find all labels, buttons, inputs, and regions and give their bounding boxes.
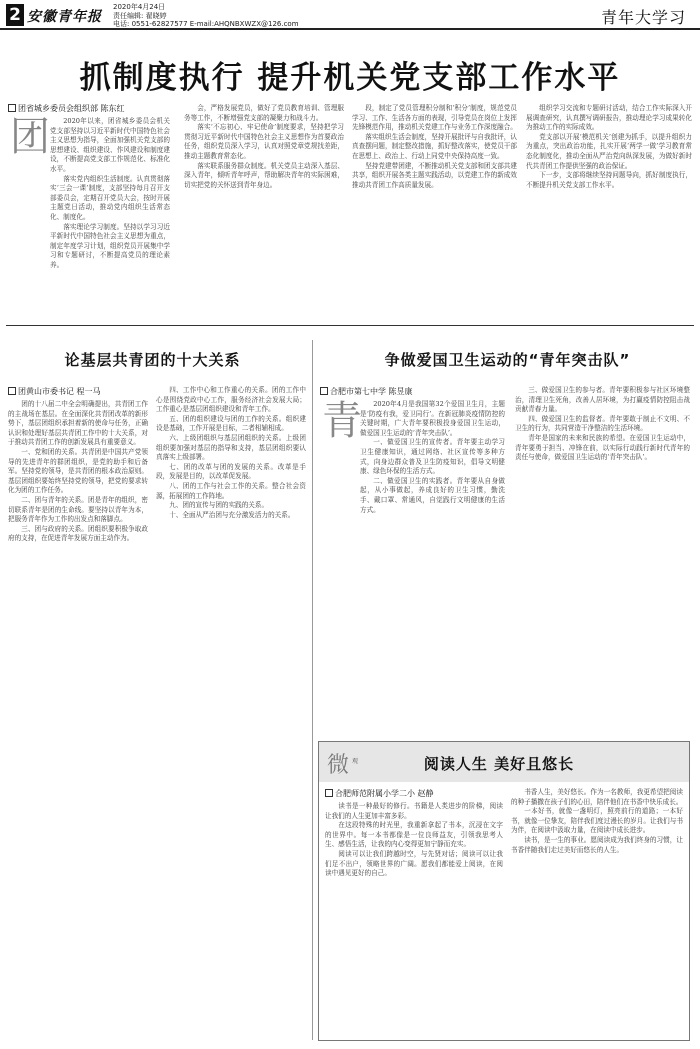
paragraph: 读书是一种最好的修行。书籍是人类进步的阶梯，阅读让我们的人生更加丰富多彩。 — [325, 802, 503, 820]
section-divider — [6, 325, 694, 326]
right-article-title: 争做爱国卫生运动的“青年突击队” — [384, 351, 631, 369]
paragraph: 落实党内组织生活制度。认真贯彻落实‘三会一课’制度，支部坚持每月召开支部委员会，定期召开党员大会，按时开展主题党日活动，推动党内组织生活常态化、制度化。 — [50, 174, 170, 221]
box-article-title: 阅读人生 美好且悠长 — [423, 755, 575, 773]
lead-column-4 — [526, 104, 692, 317]
paragraph: 四、做爱国卫生的监督者。青年要敢于制止不文明、不卫生的行为，共同营造干净整洁的生活环境。 — [515, 414, 690, 433]
paragraph: 三、团与政府的关系。团组织要积极争取政府的支持，在促进青年发展方面主动作为。 — [8, 524, 148, 543]
box-article-byline: 合肥师范附属小学二小 赵静 — [325, 788, 434, 799]
masthead-meta — [113, 3, 299, 29]
paragraph: 一、党和团的关系。共青团是中国共产党领导的先进青年的群团组织，是党的助手和后备军。坚持党的领导，是共青团的根本政治原则。基层团组织要始终坚持党的领导，把党的要求转化为团的工作任务。 — [8, 447, 148, 495]
left-article-title: 论基层共青团的十大关系 — [64, 351, 241, 369]
right-article-drop-character: 青 — [322, 398, 362, 444]
paragraph: 落实理论学习制度。坚持以学习习近平新时代中国特色社会主义思想为重点，制定年度学习计划，组织党员开展集中学习和专题研讨，不断提高党员的理论素养。 — [50, 222, 170, 269]
paragraph: 八、团的工作与社会工作的关系。整合社会资源，拓展团的工作阵地。 — [156, 481, 306, 500]
paragraph: 六、上级团组织与基层团组织的关系。上级团组织要加强对基层的指导和支持，基层团组织要认真落实上级部署。 — [156, 433, 306, 462]
right-article-column-1 — [360, 400, 505, 730]
masthead — [0, 0, 700, 30]
paper-name: 安徽青年报 — [27, 9, 102, 25]
paragraph: 坚持党建带团建，不断推动机关党支部和团支部共建共享，组织开展各类主题实践活动，以党建工作的新成效推动共青团工作高质量发展。 — [352, 161, 517, 189]
left-article-column-2 — [156, 386, 306, 1040]
reading-feature-box — [318, 741, 690, 1041]
paragraph: 2020年以来，团省城乡委员会机关党支部坚持以习近平新时代中国特色社会主义思想为指导，全面加强机关党支部的思想建设、组织建设、作风建设和制度建设，不断提高党支部工作规范化、标准化水平。 — [50, 117, 170, 173]
paragraph: 落实组织生活会制度，坚持开展批评与自我批评，认真查摆问题，制定整改措施，抓好整改落实，使党员干部在思想上、政治上、行动上同党中央保持高度一致。 — [352, 132, 517, 160]
paragraph: 落实‘不忘初心、牢记使命’制度要求，坚持把学习贯彻习近平新时代中国特色社会主义思想作为首要政治任务，组织党员深入学习，认真对照党章党规找差距，推动主题教育常态化。 — [184, 123, 344, 160]
paragraph: 二、做爱国卫生的实践者。青年要从自身做起，从小事做起，养成良好的卫生习惯，勤洗手、戴口罩、常通风，自觉践行文明健康的生活方式。 — [360, 476, 505, 514]
paragraph: 一本好书，就像一盏明灯，照亮前行的道路；一本好书，就像一位挚友，陪伴我们度过漫长的岁月。让我们与书为伴，在阅读中汲取力量，在阅读中成长进步。 — [511, 807, 683, 835]
right-article-column-2 — [515, 386, 690, 730]
paragraph: 2020年4月是我国第32个爱国卫生月，主题是‘防疫有我，爱卫同行’。在新冠肺炎疫情防控的关键时期，广大青年要积极投身爱国卫生运动，做爱国卫生运动的‘青年突击队’。 — [360, 400, 505, 437]
lead-column-1 — [50, 117, 170, 317]
editor: 责任编辑: 翟晓婷 — [113, 11, 167, 20]
paragraph: 四、工作中心和工作重心的关系。团的工作中心是围绕党政中心工作，服务经济社会发展大局；工作重心是基层团组织建设和青年工作。 — [156, 386, 306, 414]
paragraph: 三、做爱国卫生的参与者。青年要积极参与社区环境整治，清理卫生死角，改善人居环境，为打赢疫情防控阻击战贡献青春力量。 — [515, 386, 690, 414]
lead-drop-character: 团 — [10, 114, 50, 160]
paragraph: 落实联系服务群众制度。机关党员主动深入基层、深入青年，倾听青年呼声，帮助解决青年的实际困难，切实把党的关怀送到青年身边。 — [184, 161, 344, 189]
paragraph: 一、做爱国卫生的宣传者。青年要主动学习卫生健康知识，通过网络、社区宣传等多种方式，向身边群众普及卫生防疫知识，倡导文明健康、绿色环保的生活方式。 — [360, 438, 505, 476]
column-mark: 微 — [327, 753, 350, 778]
column-mark-sub: 观 — [352, 758, 359, 765]
issue-date: 2020年4月24日 — [113, 3, 166, 11]
left-article-byline: 团黄山市委书记 程一马 — [8, 386, 101, 397]
paragraph: 七、团的改革与团的发展的关系。改革是手段，发展是目的，以改革促发展。 — [156, 462, 306, 481]
section-name: 青年大学习 — [600, 8, 686, 27]
paragraph: 会，严格发展党员，做好了党员教育培训、管理服务等工作，不断增强党支部的凝聚力和战斗力。 — [184, 104, 344, 122]
paragraph: 团的十八届二中全会明确提出，共青团工作的主战场在基层。在全面深化共青团改革的新形势下，基层团组织承担着新的使命与任务，正确认识和处理好基层共青团工作中的十大关系，对于推动共青团工作的创新发展具有重要意义。 — [8, 400, 148, 447]
paragraph: 五、团的组织建设与团的工作的关系。组织建设是基础，工作开展是目标，二者相辅相成。 — [156, 414, 306, 433]
paragraph: 青年是国家的未来和民族的希望。在爱国卫生运动中，青年要勇于担当、冲锋在前，以实际行动践行新时代青年的责任与使命，做爱国卫生运动的‘青年突击队’。 — [515, 433, 690, 462]
paragraph: 书香人生，美好悠长。作为一名教师，我更希望把阅读的种子播撒在孩子们的心田，陪伴他们在书香中快乐成长。 — [511, 788, 683, 806]
paragraph: 阅读可以让我们跨越时空，与先贤对话；阅读可以让我们足不出户，领略世界的广阔。愿我们都能爱上阅读，在阅读中遇见更好的自己。 — [325, 849, 503, 878]
paragraph: 在这段特殊的时光里，我重新拿起了书本，沉浸在文字的世界中。每一本书都像是一位良师益友，引领我思考人生、感悟生活，让我的内心变得更加宁静而充实。 — [325, 821, 503, 849]
paragraph: 段，制定了党员管理积分制和‘积分’制度，规范党员学习、工作、生活各方面的表现，引导党员在岗位上发挥先锋模范作用，推动机关党建工作与业务工作深度融合。 — [352, 104, 517, 132]
lead-byline: 团省城乡委员会组织部 陈东红 — [8, 103, 125, 114]
left-article-column-1 — [8, 400, 148, 1040]
column-divider — [312, 340, 313, 1040]
paragraph: 二、团与青年的关系。团是青年的组织，密切联系青年是团的生命线。要坚持以青年为本，把服务青年作为工作的出发点和落脚点。 — [8, 495, 148, 524]
paragraph: 九、团的宣传与团的实践的关系。 — [169, 501, 269, 510]
contact: 电话: 0551-62827577 E-mail:AHQNBXWZX@126.com — [113, 20, 299, 28]
page-number: 2 — [6, 4, 24, 26]
box-header — [319, 742, 689, 782]
paragraph: 下一步，支部将继续坚持问题导向，抓好制度执行，不断提升机关党支部工作水平。 — [526, 171, 692, 189]
box-article-column-1 — [325, 802, 503, 1036]
box-article-column-2 — [511, 788, 683, 1036]
lead-headline: 抓制度执行 提升机关党支部工作水平 — [79, 60, 621, 96]
paragraph: 十、全面从严治团与充分激发活力的关系。 — [169, 510, 295, 519]
paragraph: 组织学习交流和专题研讨活动，结合工作实际深入开展调查研究，认真撰写调研报告，推动理论学习成果转化为推动工作的实际成效。 — [526, 104, 692, 132]
paragraph: 党支部以开展‘模范机关’创建为抓手，以提升组织力为重点，突出政治功能，扎实开展‘两学一做’学习教育常态化制度化，推动全面从严治党向纵深发展，为做好新时代共青团工作提供坚强的政治保证。 — [526, 132, 692, 170]
lead-column-3 — [352, 104, 517, 317]
paragraph: 读书，是一生的事业。愿阅读成为我们终身的习惯，让书香伴随我们走过美好而悠长的人生。 — [511, 835, 683, 854]
right-article-byline: 合肥市第七中学 陈昱康 — [320, 386, 413, 397]
lead-column-2 — [184, 104, 344, 317]
